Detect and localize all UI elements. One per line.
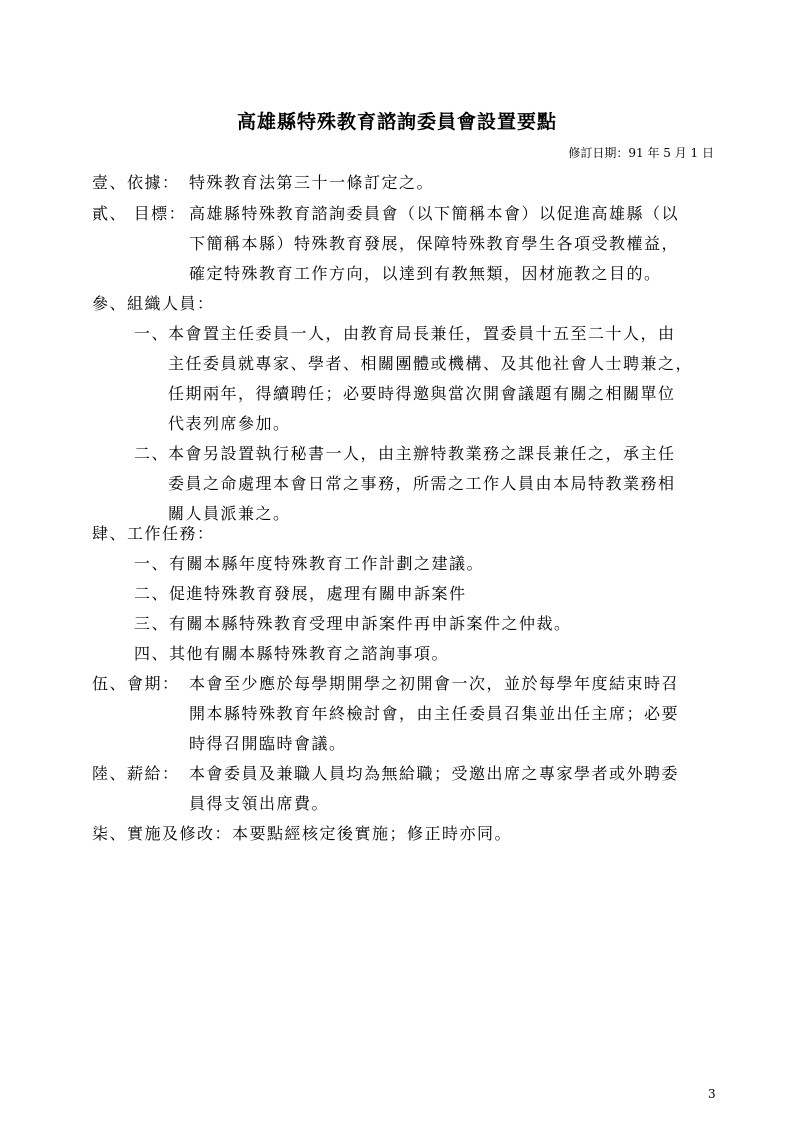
tasks-item: 一、有關本縣年度特殊教育工作計劃之建議。: [134, 554, 485, 573]
tasks-item: 二、促進特殊教育發展，處理有關申訴案件: [134, 584, 467, 603]
organization-item-line: 本會置主任委員一人，由教育局長兼任，置委員十五至二十人，由: [168, 324, 676, 343]
section-goal-line: 高雄縣特殊教育諮詢委員會（以下簡稱本會）以促進高雄縣（以: [189, 204, 680, 223]
section-meetings-line: 本會至少應於每學期開學之初開會一次，並於每學年度結束時召: [189, 674, 680, 693]
organization-item-line: 委員之命處理本會日常之事務，所需之工作人員由本局特教業務相: [168, 474, 676, 493]
organization-item-line: 關人員派兼之。: [168, 504, 291, 523]
section-compensation-line: 員得支領出席費。: [189, 794, 330, 813]
section-meetings-line: 時得召開臨時會議。: [189, 734, 347, 753]
section-implementation-line: 本要點經核定後實施；修正時亦同。: [232, 824, 513, 843]
section-goal-heading: 貳、 目標：: [92, 204, 187, 223]
section-compensation-line: 本會委員及兼職人員均為無給職；受邀出席之專家學者或外聘委: [189, 764, 680, 783]
section-implementation-heading: 柒、實施及修改：: [92, 824, 233, 843]
page-number: 3: [708, 1087, 716, 1101]
section-tasks-heading: 肆、工作任務：: [92, 524, 215, 543]
section-goal-line: 確定特殊教育工作方向，以達到有教無類，因材施教之目的。: [189, 264, 662, 283]
organization-item-number: 二、: [134, 444, 170, 463]
section-goal-line: 下簡稱本縣）特殊教育發展，保障特殊教育學生各項受教權益，: [189, 234, 680, 253]
section-organization-heading: 參、組織人員：: [92, 294, 215, 313]
tasks-item: 三、有關本縣特殊教育受理申訴案件再申訴案件之仲裁。: [134, 614, 572, 633]
tasks-item: 四、其他有關本縣特殊教育之諮詢事項。: [134, 644, 450, 663]
organization-item-line: 代表列席參加。: [168, 414, 291, 433]
section-basis-heading: 壹、依據：: [92, 173, 180, 192]
section-basis-text: 特殊教育法第三十一條訂定之。: [189, 173, 435, 192]
revision-date: 修訂日期：91 年 5 月 1 日: [568, 146, 714, 160]
organization-item-line: 本會另設置執行秘書一人，由主辦特教業務之課長兼任之，承主任: [168, 444, 676, 463]
section-meetings-heading: 伍、會期：: [92, 674, 180, 693]
organization-item-line: 主任委員就專家、學者、相關團體或機構、及其他社會人士聘兼之，: [168, 354, 694, 373]
organization-item-line: 任期兩年，得續聘任；必要時得邀與當次開會議題有關之相關單位: [168, 384, 676, 403]
section-compensation-heading: 陸、薪給：: [92, 764, 180, 783]
section-meetings-line: 開本縣特殊教育年終檢討會，由主任委員召集並出任主席；必要: [189, 704, 680, 723]
document-title: 高雄縣特殊教育諮詢委員會設置要點: [236, 111, 557, 133]
organization-item-number: 一、: [134, 324, 170, 343]
